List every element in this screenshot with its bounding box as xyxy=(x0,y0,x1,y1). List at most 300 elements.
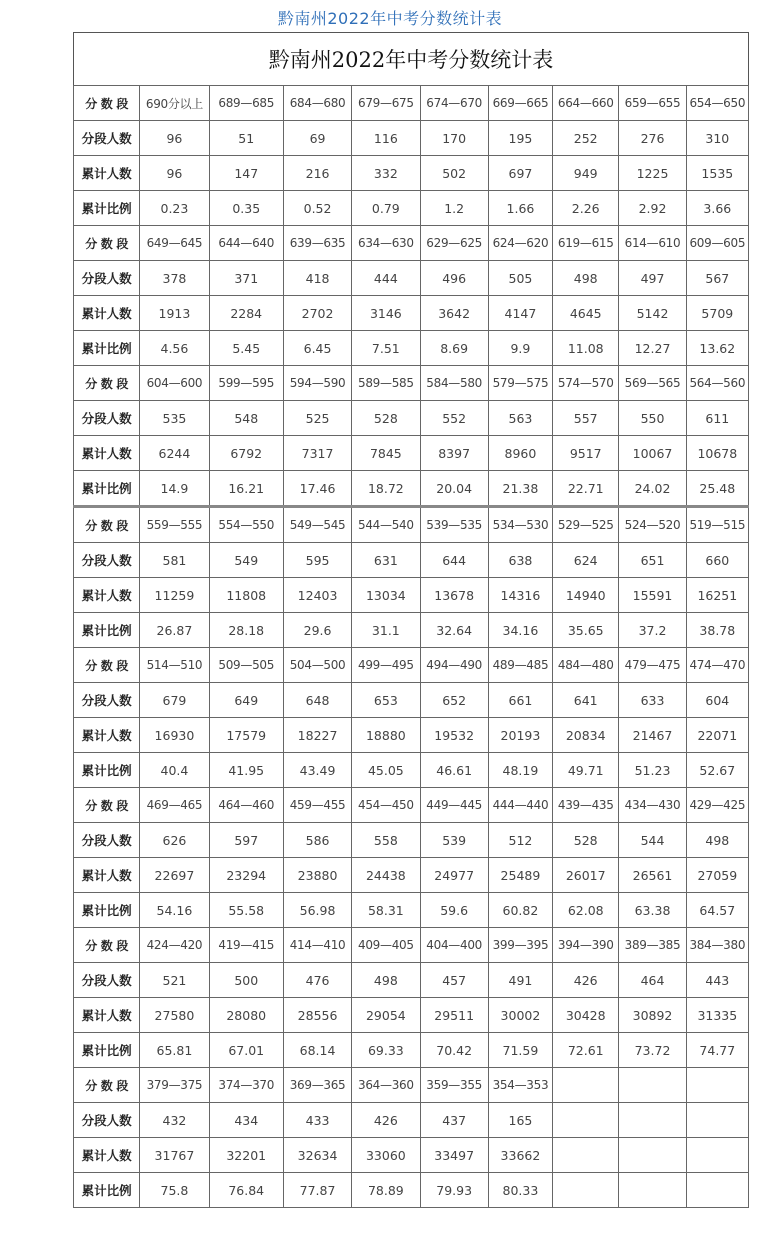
cell-cumulative: 23294 xyxy=(209,858,283,893)
cell-ratio: 40.4 xyxy=(140,753,209,788)
cell-cumulative: 20193 xyxy=(488,718,552,753)
cell-range: 639—635 xyxy=(283,226,351,261)
cell-ratio: 75.8 xyxy=(140,1173,209,1208)
cell-cumulative: 11808 xyxy=(209,578,283,613)
cell-ratio: 76.84 xyxy=(209,1173,283,1208)
cell-cumulative: 16251 xyxy=(686,578,748,613)
cell-count: 548 xyxy=(209,401,283,436)
cell-range: 514—510 xyxy=(140,648,209,683)
cell-cumulative: 22071 xyxy=(686,718,748,753)
row-label-count: 分段人数 xyxy=(74,1103,140,1138)
cell-cumulative: 28080 xyxy=(209,998,283,1033)
cell-range: 564—560 xyxy=(686,366,748,401)
table-row-range xyxy=(74,226,749,261)
cell-ratio: 7.51 xyxy=(352,331,420,366)
cell-count: 528 xyxy=(352,401,420,436)
cell-ratio: 21.38 xyxy=(488,471,552,507)
cell-ratio: 49.71 xyxy=(553,753,619,788)
cell-count: 434 xyxy=(209,1103,283,1138)
cell-range: 669—665 xyxy=(488,86,552,121)
cell-range: 684—680 xyxy=(283,86,351,121)
cell-range: 589—585 xyxy=(352,366,420,401)
cell-count: 653 xyxy=(352,683,420,718)
cell-cumulative: 30892 xyxy=(619,998,686,1033)
cell-ratio: 72.61 xyxy=(553,1033,619,1068)
cell-count: 558 xyxy=(352,823,420,858)
cell-cumulative: 9517 xyxy=(553,436,619,471)
cell-count: 550 xyxy=(619,401,686,436)
row-label-cumulative: 累计人数 xyxy=(74,718,140,753)
cell-count: 378 xyxy=(140,261,209,296)
cell-count xyxy=(686,1103,748,1138)
cell-cumulative: 28556 xyxy=(283,998,351,1033)
cell-ratio: 12.27 xyxy=(619,331,686,366)
cell-cumulative: 2702 xyxy=(283,296,351,331)
table-row-count xyxy=(74,823,749,858)
cell-count: 638 xyxy=(488,543,552,578)
table-row-ratio xyxy=(74,1033,749,1068)
cell-cumulative xyxy=(553,1138,619,1173)
cell-range: 529—525 xyxy=(553,507,619,543)
cell-range: 469—465 xyxy=(140,788,209,823)
cell-cumulative: 11259 xyxy=(140,578,209,613)
cell-count: 498 xyxy=(352,963,420,998)
table-row-ratio xyxy=(74,331,749,366)
cell-cumulative: 30428 xyxy=(553,998,619,1033)
table-row-range xyxy=(74,86,749,121)
cell-count: 641 xyxy=(553,683,619,718)
cell-cumulative: 332 xyxy=(352,156,420,191)
cell-range: 509—505 xyxy=(209,648,283,683)
cell-ratio: 73.72 xyxy=(619,1033,686,1068)
cell-count: 652 xyxy=(420,683,488,718)
cell-ratio: 52.67 xyxy=(686,753,748,788)
table-row-range xyxy=(74,928,749,963)
cell-count: 491 xyxy=(488,963,552,998)
cell-ratio: 56.98 xyxy=(283,893,351,928)
row-label-cumulative: 累计人数 xyxy=(74,436,140,471)
cell-range xyxy=(686,1068,748,1103)
table-row-range xyxy=(74,1068,749,1103)
row-label-cumulative: 累计人数 xyxy=(74,156,140,191)
cell-range: 374—370 xyxy=(209,1068,283,1103)
cell-ratio: 79.93 xyxy=(420,1173,488,1208)
table-row-cumulative xyxy=(74,436,749,471)
cell-count: 552 xyxy=(420,401,488,436)
cell-range: 439—435 xyxy=(553,788,619,823)
cell-range: 569—565 xyxy=(619,366,686,401)
cell-cumulative: 17579 xyxy=(209,718,283,753)
cell-cumulative: 20834 xyxy=(553,718,619,753)
row-label-count: 分段人数 xyxy=(74,401,140,436)
cell-count: 525 xyxy=(283,401,351,436)
cell-cumulative: 24438 xyxy=(352,858,420,893)
cell-ratio: 22.71 xyxy=(553,471,619,507)
row-label-range: 分 数 段 xyxy=(74,788,140,823)
score-table xyxy=(73,85,749,1208)
cell-ratio: 68.14 xyxy=(283,1033,351,1068)
table-row-ratio xyxy=(74,471,749,507)
cell-count: 505 xyxy=(488,261,552,296)
table-row-ratio xyxy=(74,191,749,226)
cell-count: 426 xyxy=(553,963,619,998)
table-row-count xyxy=(74,683,749,718)
cell-ratio: 5.45 xyxy=(209,331,283,366)
cell-count: 648 xyxy=(283,683,351,718)
cell-range: 674—670 xyxy=(420,86,488,121)
cell-count: 557 xyxy=(553,401,619,436)
cell-cumulative: 12403 xyxy=(283,578,351,613)
cell-count: 649 xyxy=(209,683,283,718)
cell-count: 464 xyxy=(619,963,686,998)
table-row-range xyxy=(74,507,749,543)
cell-cumulative: 32201 xyxy=(209,1138,283,1173)
cell-ratio: 37.2 xyxy=(619,613,686,648)
cell-cumulative: 3642 xyxy=(420,296,488,331)
cell-count: 418 xyxy=(283,261,351,296)
cell-count: 539 xyxy=(420,823,488,858)
cell-range: 614—610 xyxy=(619,226,686,261)
cell-cumulative: 13034 xyxy=(352,578,420,613)
cell-cumulative: 31767 xyxy=(140,1138,209,1173)
cell-count xyxy=(619,1103,686,1138)
cell-count: 433 xyxy=(283,1103,351,1138)
cell-ratio: 20.04 xyxy=(420,471,488,507)
cell-cumulative: 13678 xyxy=(420,578,488,613)
cell-ratio: 0.52 xyxy=(283,191,351,226)
row-label-range: 分 数 段 xyxy=(74,648,140,683)
cell-count: 535 xyxy=(140,401,209,436)
table-row-cumulative xyxy=(74,858,749,893)
cell-range: 619—615 xyxy=(553,226,619,261)
cell-ratio: 35.65 xyxy=(553,613,619,648)
cell-cumulative: 30002 xyxy=(488,998,552,1033)
cell-range xyxy=(619,1068,686,1103)
table-row-cumulative xyxy=(74,156,749,191)
cell-cumulative: 24977 xyxy=(420,858,488,893)
cell-range: 359—355 xyxy=(420,1068,488,1103)
cell-range: 644—640 xyxy=(209,226,283,261)
cell-ratio: 16.21 xyxy=(209,471,283,507)
table-row-cumulative xyxy=(74,718,749,753)
cell-count: 371 xyxy=(209,261,283,296)
cell-cumulative: 147 xyxy=(209,156,283,191)
row-label-range: 分 数 段 xyxy=(74,86,140,121)
cell-range: 384—380 xyxy=(686,928,748,963)
cell-cumulative: 6792 xyxy=(209,436,283,471)
cell-range xyxy=(553,1068,619,1103)
row-label-count: 分段人数 xyxy=(74,261,140,296)
table-row-cumulative xyxy=(74,296,749,331)
cell-cumulative: 697 xyxy=(488,156,552,191)
cell-range: 649—645 xyxy=(140,226,209,261)
cell-range: 489—485 xyxy=(488,648,552,683)
cell-cumulative: 21467 xyxy=(619,718,686,753)
cell-range: 419—415 xyxy=(209,928,283,963)
cell-ratio: 41.95 xyxy=(209,753,283,788)
cell-count: 544 xyxy=(619,823,686,858)
cell-ratio: 43.49 xyxy=(283,753,351,788)
row-label-count: 分段人数 xyxy=(74,121,140,156)
cell-count: 549 xyxy=(209,543,283,578)
cell-count: 624 xyxy=(553,543,619,578)
cell-ratio: 8.69 xyxy=(420,331,488,366)
cell-count: 426 xyxy=(352,1103,420,1138)
table-row-count xyxy=(74,261,749,296)
cell-count: 432 xyxy=(140,1103,209,1138)
cell-cumulative: 33060 xyxy=(352,1138,420,1173)
cell-range: 629—625 xyxy=(420,226,488,261)
cell-cumulative: 33662 xyxy=(488,1138,552,1173)
cell-range: 584—580 xyxy=(420,366,488,401)
table-row-range xyxy=(74,788,749,823)
row-label-range: 分 数 段 xyxy=(74,1068,140,1103)
table-row-range xyxy=(74,648,749,683)
cell-ratio: 2.92 xyxy=(619,191,686,226)
cell-range: 429—425 xyxy=(686,788,748,823)
cell-range: 679—675 xyxy=(352,86,420,121)
cell-cumulative: 8960 xyxy=(488,436,552,471)
cell-ratio: 1.66 xyxy=(488,191,552,226)
cell-ratio: 55.58 xyxy=(209,893,283,928)
table-row-range xyxy=(74,366,749,401)
cell-ratio: 69.33 xyxy=(352,1033,420,1068)
cell-range: 394—390 xyxy=(553,928,619,963)
cell-range: 464—460 xyxy=(209,788,283,823)
cell-range: 579—575 xyxy=(488,366,552,401)
cell-range: 544—540 xyxy=(352,507,420,543)
cell-count: 498 xyxy=(686,823,748,858)
cell-range: 494—490 xyxy=(420,648,488,683)
cell-range: 664—660 xyxy=(553,86,619,121)
cell-cumulative: 7317 xyxy=(283,436,351,471)
cell-cumulative: 18880 xyxy=(352,718,420,753)
row-label-range: 分 数 段 xyxy=(74,226,140,261)
cell-ratio: 25.48 xyxy=(686,471,748,507)
cell-cumulative: 23880 xyxy=(283,858,351,893)
cell-range: 399—395 xyxy=(488,928,552,963)
table-row-ratio xyxy=(74,613,749,648)
row-label-cumulative: 累计人数 xyxy=(74,1138,140,1173)
cell-range: 609—605 xyxy=(686,226,748,261)
cell-cumulative: 16930 xyxy=(140,718,209,753)
row-label-cumulative: 累计人数 xyxy=(74,296,140,331)
cell-ratio: 64.57 xyxy=(686,893,748,928)
cell-ratio xyxy=(619,1173,686,1208)
cell-ratio: 71.59 xyxy=(488,1033,552,1068)
cell-cumulative: 5142 xyxy=(619,296,686,331)
cell-cumulative: 14940 xyxy=(553,578,619,613)
cell-count: 116 xyxy=(352,121,420,156)
cell-cumulative: 10678 xyxy=(686,436,748,471)
cell-cumulative: 29054 xyxy=(352,998,420,1033)
cell-cumulative: 31335 xyxy=(686,998,748,1033)
cell-ratio: 51.23 xyxy=(619,753,686,788)
cell-cumulative: 4147 xyxy=(488,296,552,331)
cell-range: 624—620 xyxy=(488,226,552,261)
row-label-ratio: 累计比例 xyxy=(74,1173,140,1208)
row-label-cumulative: 累计人数 xyxy=(74,578,140,613)
table-row-count xyxy=(74,963,749,998)
cell-ratio: 34.16 xyxy=(488,613,552,648)
cell-ratio: 70.42 xyxy=(420,1033,488,1068)
cell-cumulative: 19532 xyxy=(420,718,488,753)
cell-count: 651 xyxy=(619,543,686,578)
cell-ratio: 74.77 xyxy=(686,1033,748,1068)
cell-range: 454—450 xyxy=(352,788,420,823)
row-label-range: 分 数 段 xyxy=(74,507,140,543)
cell-ratio: 62.08 xyxy=(553,893,619,928)
cell-count: 597 xyxy=(209,823,283,858)
cell-cumulative: 14316 xyxy=(488,578,552,613)
cell-count: 581 xyxy=(140,543,209,578)
cell-ratio: 2.26 xyxy=(553,191,619,226)
cell-count: 497 xyxy=(619,261,686,296)
cell-cumulative: 502 xyxy=(420,156,488,191)
cell-range: 444—440 xyxy=(488,788,552,823)
cell-ratio: 11.08 xyxy=(553,331,619,366)
row-label-ratio: 累计比例 xyxy=(74,893,140,928)
cell-count: 604 xyxy=(686,683,748,718)
cell-range: 404—400 xyxy=(420,928,488,963)
cell-range: 409—405 xyxy=(352,928,420,963)
cell-ratio: 63.38 xyxy=(619,893,686,928)
cell-ratio: 18.72 xyxy=(352,471,420,507)
cell-count: 567 xyxy=(686,261,748,296)
cell-ratio: 26.87 xyxy=(140,613,209,648)
cell-ratio: 54.16 xyxy=(140,893,209,928)
cell-cumulative: 7845 xyxy=(352,436,420,471)
cell-ratio: 48.19 xyxy=(488,753,552,788)
cell-count: 457 xyxy=(420,963,488,998)
cell-ratio: 14.9 xyxy=(140,471,209,507)
cell-count: 679 xyxy=(140,683,209,718)
cell-count: 69 xyxy=(283,121,351,156)
cell-range: 534—530 xyxy=(488,507,552,543)
row-label-range: 分 数 段 xyxy=(74,928,140,963)
cell-cumulative: 3146 xyxy=(352,296,420,331)
cell-ratio: 0.79 xyxy=(352,191,420,226)
cell-range: 434—430 xyxy=(619,788,686,823)
cell-range: 379—375 xyxy=(140,1068,209,1103)
cell-cumulative: 1535 xyxy=(686,156,748,191)
table-row-count xyxy=(74,401,749,436)
cell-count: 443 xyxy=(686,963,748,998)
cell-count xyxy=(553,1103,619,1138)
cell-range: 549—545 xyxy=(283,507,351,543)
cell-range: 484—480 xyxy=(553,648,619,683)
cell-range: 414—410 xyxy=(283,928,351,963)
table-body xyxy=(74,86,749,1208)
cell-range: 690分以上 xyxy=(140,86,209,121)
cell-cumulative: 15591 xyxy=(619,578,686,613)
cell-cumulative: 2284 xyxy=(209,296,283,331)
table-row-cumulative xyxy=(74,1138,749,1173)
table-row-ratio xyxy=(74,1173,749,1208)
cell-range: 554—550 xyxy=(209,507,283,543)
cell-cumulative: 96 xyxy=(140,156,209,191)
cell-cumulative: 216 xyxy=(283,156,351,191)
row-label-ratio: 累计比例 xyxy=(74,753,140,788)
cell-range: 424—420 xyxy=(140,928,209,963)
cell-ratio: 77.87 xyxy=(283,1173,351,1208)
cell-range: 654—650 xyxy=(686,86,748,121)
cell-cumulative: 10067 xyxy=(619,436,686,471)
cell-cumulative: 26561 xyxy=(619,858,686,893)
table-row-ratio xyxy=(74,893,749,928)
cell-range: 354—353 xyxy=(488,1068,552,1103)
cell-cumulative: 6244 xyxy=(140,436,209,471)
row-label-ratio: 累计比例 xyxy=(74,1033,140,1068)
cell-range: 474—470 xyxy=(686,648,748,683)
row-label-count: 分段人数 xyxy=(74,963,140,998)
row-label-count: 分段人数 xyxy=(74,683,140,718)
cell-count: 310 xyxy=(686,121,748,156)
cell-cumulative: 26017 xyxy=(553,858,619,893)
table-row-count xyxy=(74,543,749,578)
cell-range: 574—570 xyxy=(553,366,619,401)
cell-range: 689—685 xyxy=(209,86,283,121)
cell-count: 586 xyxy=(283,823,351,858)
table-title: 黔南州2022年中考分数统计表 xyxy=(73,32,749,85)
cell-range: 479—475 xyxy=(619,648,686,683)
cell-ratio: 1.2 xyxy=(420,191,488,226)
cell-count: 476 xyxy=(283,963,351,998)
table-row-cumulative xyxy=(74,578,749,613)
cell-cumulative: 8397 xyxy=(420,436,488,471)
cell-ratio: 17.46 xyxy=(283,471,351,507)
cell-cumulative: 22697 xyxy=(140,858,209,893)
cell-ratio: 46.61 xyxy=(420,753,488,788)
cell-ratio: 59.6 xyxy=(420,893,488,928)
cell-ratio: 0.35 xyxy=(209,191,283,226)
cell-count: 170 xyxy=(420,121,488,156)
cell-cumulative: 27580 xyxy=(140,998,209,1033)
cell-ratio: 65.81 xyxy=(140,1033,209,1068)
cell-count: 96 xyxy=(140,121,209,156)
row-label-count: 分段人数 xyxy=(74,823,140,858)
cell-range: 504—500 xyxy=(283,648,351,683)
cell-count: 631 xyxy=(352,543,420,578)
cell-cumulative: 25489 xyxy=(488,858,552,893)
cell-count: 611 xyxy=(686,401,748,436)
cell-count: 528 xyxy=(553,823,619,858)
cell-cumulative: 949 xyxy=(553,156,619,191)
cell-range: 389—385 xyxy=(619,928,686,963)
cell-range: 499—495 xyxy=(352,648,420,683)
score-table-container xyxy=(73,32,749,1208)
table-row-ratio xyxy=(74,753,749,788)
cell-ratio: 3.66 xyxy=(686,191,748,226)
cell-ratio: 58.31 xyxy=(352,893,420,928)
row-label-cumulative: 累计人数 xyxy=(74,858,140,893)
cell-ratio: 29.6 xyxy=(283,613,351,648)
cell-ratio: 80.33 xyxy=(488,1173,552,1208)
cell-range: 459—455 xyxy=(283,788,351,823)
cell-ratio xyxy=(553,1173,619,1208)
cell-count: 500 xyxy=(209,963,283,998)
cell-range: 369—365 xyxy=(283,1068,351,1103)
cell-count: 51 xyxy=(209,121,283,156)
cell-cumulative: 5709 xyxy=(686,296,748,331)
page-title-link[interactable]: 黔南州2022年中考分数统计表 xyxy=(277,9,503,28)
table-row-count xyxy=(74,121,749,156)
cell-range: 519—515 xyxy=(686,507,748,543)
cell-ratio: 13.62 xyxy=(686,331,748,366)
row-label-range: 分 数 段 xyxy=(74,366,140,401)
cell-ratio: 28.18 xyxy=(209,613,283,648)
cell-count: 444 xyxy=(352,261,420,296)
